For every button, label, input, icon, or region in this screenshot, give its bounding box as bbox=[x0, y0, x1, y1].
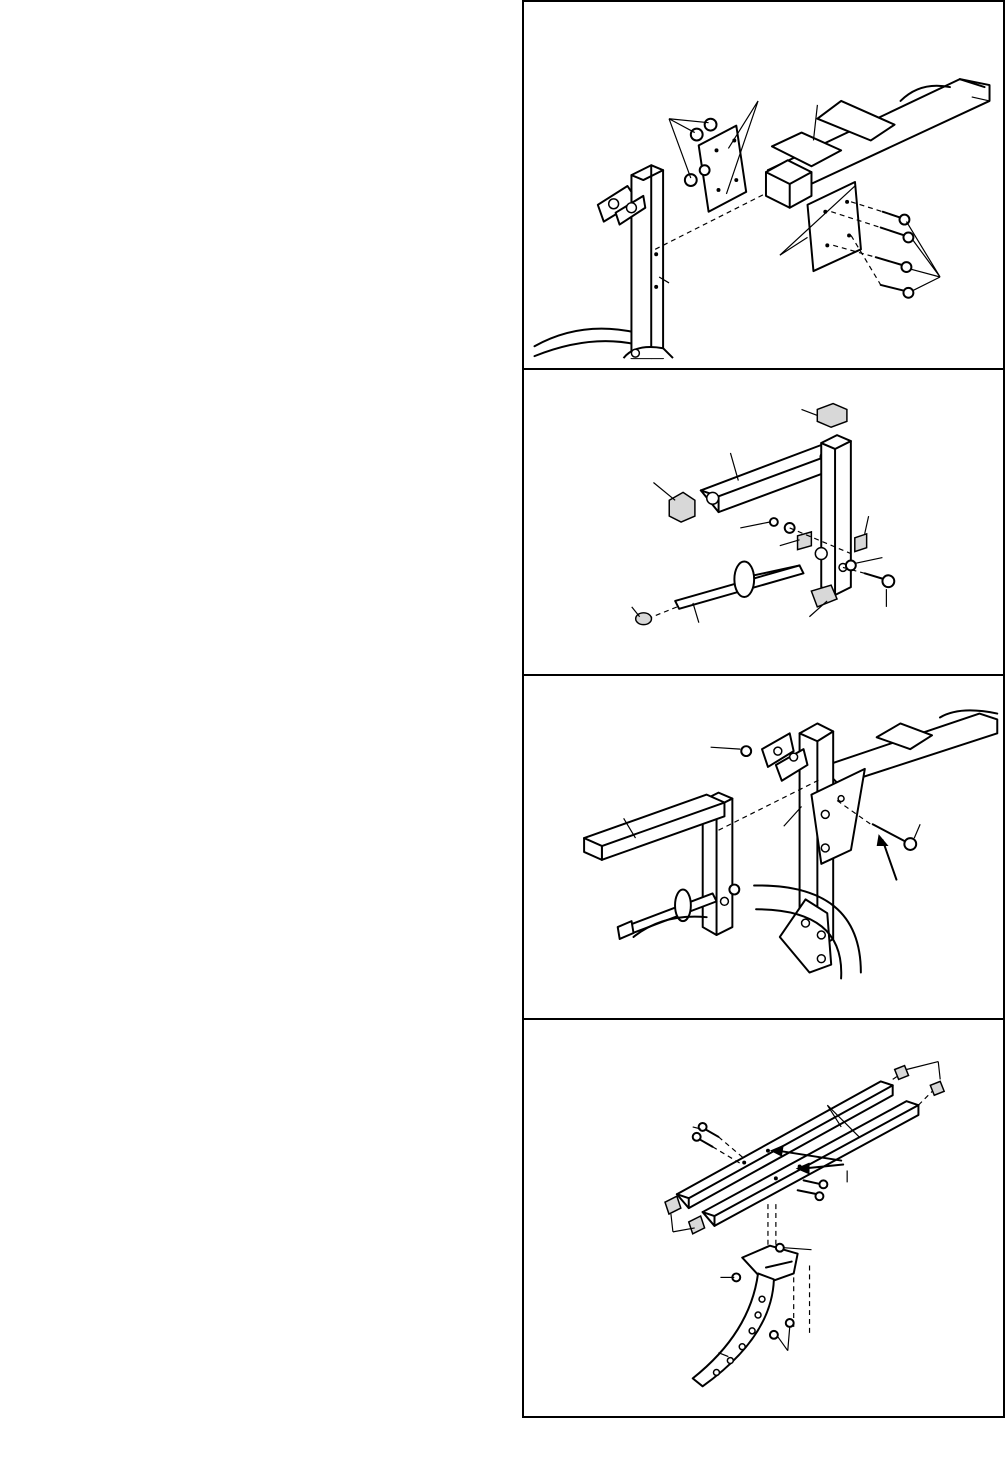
frame-brace-drawing bbox=[524, 2, 1003, 368]
assembly-figure-arm-to-upright bbox=[522, 674, 1005, 1020]
arm-to-upright-drawing bbox=[524, 676, 1003, 1018]
assembly-figure-weight-arm bbox=[522, 368, 1005, 676]
assembly-figure-frame-brace bbox=[522, 0, 1005, 370]
weight-arm-drawing bbox=[524, 370, 1003, 674]
rail-and-bracket-drawing bbox=[524, 1020, 1003, 1416]
assembly-figure-rail-and-bracket bbox=[522, 1018, 1005, 1418]
